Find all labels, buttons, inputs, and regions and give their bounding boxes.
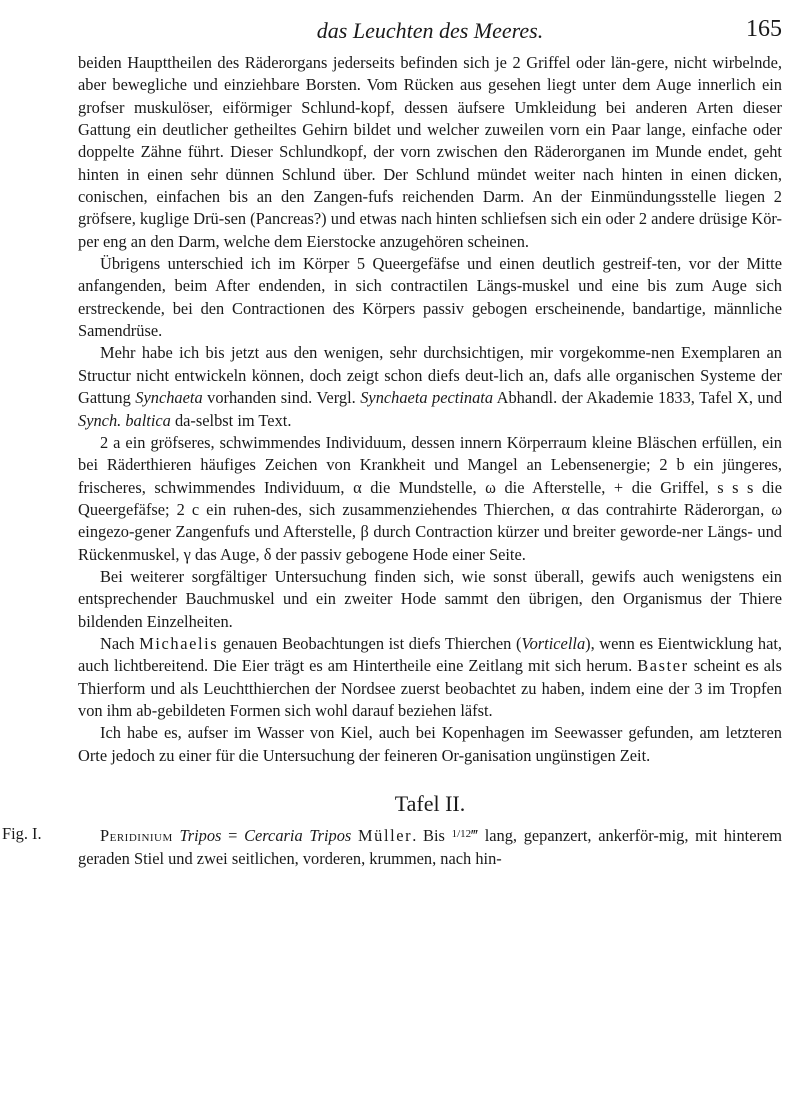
paragraph-vessels: Übrigens unterschied ich im Körper 5 Queergefäfse und einen deutlich gestreif-ten, vor der Mitte anfangenden, beim After endenden, in sich contractilen Längs-muskel und eine bis zum Auge sich erstreckende, bei den Contractionen des Körpers passiv gebogen erscheinende, bandartige, männliche Samendrüse. <box>78 254 782 341</box>
species-name: Synchaeta pectinata <box>360 388 494 408</box>
species-name: Tripos <box>179 826 222 846</box>
body-text <box>2 52 783 870</box>
author-name: Baster <box>637 656 689 676</box>
text-run: vorhanden sind. Vergl. <box>202 388 361 408</box>
genus-name: Vorticella <box>521 633 586 653</box>
text-run: Abhandl. der Akademie 1833, Tafel X, und <box>493 388 783 408</box>
text-run: ), wenn es Eientwicklung hat, auch lichtbereitend. Die Eier trägt es am Hintertheile eine Zeitlang mit sich herum. <box>78 633 782 676</box>
paragraph-structure <box>78 342 782 431</box>
paragraph-anatomy: beiden Haupttheilen des Räderorgans jederseits befinden sich je 2 Griffel oder län-gere, nicht wirbelnde, aber bewegliche und einziehbare Borsten. Vom Rücken aus gesehen liegt unter dem Auge innerlich ein grofser muskulöser, eiförmiger Schlund-kopf, dessen äufsere Umkleidung bei anderen Arten dieser Gattung ein deutlicher getheiltes Gehirn bildet und welcher zuweilen vorn ein Paar lange, einfache oder doppelte Zähne führt. Dieser Schlundkopf, der vorn zwischen den Räderorganen im Munde endet, geht hinten in einen sehr dünnen Schlund über. Der Schlund mündet weiter nach hinten in einen dicken, conischen, einfachen bis an den Zangen-fufs reichenden Darm. An der Einmündungsstelle liegen 2 gröfsere, kuglige Drü-sen (Pancreas?) und etwas nach hinten schliefsen sich ein oder 2 andere drüsige Kör-per eng an den Darm, welche dem Eierstocke anzugehören scheinen. <box>78 53 782 251</box>
paragraph-figure-legend: 2 a ein gröfseres, schwimmendes Individuum, dessen innern Körperraum kleine Bläschen erfüllen, ein bei Räderthieren häufiges Zeichen von Krankheit und Mangel an Lebensenergie; 2 b ein jüngeres, frischeres, schwimmendes Individuum, α die Mundstelle, ω die Afterstelle, + die Griffel, s s s die Queergefäfse; 2 c ein ruhen-des, sich zusammenziehendes Thierchen, α das contrahirte Räderorgan, ω eingezo-gener Zangenfufs und Afterstelle, β durch Contraction kürzer und breiter geworde-ner Längs- und Rückenmuskel, γ das Auge, δ der passiv gebogene Hode einer Seite. <box>78 432 782 564</box>
author-name: Michaelis <box>139 633 219 653</box>
genus-name: Peridinium <box>100 826 173 846</box>
paragraph-michaelis <box>78 633 782 722</box>
size-fraction: 1/12 <box>451 828 472 841</box>
running-head <box>78 14 782 48</box>
genus-name: Synchaeta <box>135 388 203 408</box>
text-run: = <box>221 826 245 846</box>
figure-entry <box>2 823 782 870</box>
paragraph-further-study: Bei weiterer sorgfältiger Untersuchung finden sich, wie sonst überall, gewifs auch wenigstens ein entsprechender Bauchmuskel und ein zweiter Hode sammt den übrigen, den Organismus der Thiere bildenden Einzelheiten. <box>78 566 782 631</box>
section-heading: Tafel II. <box>394 791 466 816</box>
synonym-name: Cercaria Tripos <box>244 826 352 846</box>
running-title: das Leuchten des Meeres. <box>316 18 544 43</box>
species-name: Synch. baltica <box>78 410 171 430</box>
text-run: Mehr habe ich bis jetzt aus den wenigen, sehr durchsichtigen, mir vorgekomme-nen Exemplaren an Structur nicht entwickeln können, doch zeigt schon diefs deut-lich an, dafs alle organischen Systeme der Gattung <box>78 343 782 408</box>
page-number: 165 <box>746 16 782 42</box>
text-run: lang, gepanzert, ankerför-mig, mit hinterem geraden Stiel und zwei seitlichen, vorderen, krummen, nach hin- <box>78 826 782 868</box>
text-run: scheint es als Thierform und als Leuchtthierchen der Nordsee zuerst beobachtet zu haben, indem eine der 3 im Tropfen von ihm ab-gebildeten Formen sich wohl darauf beziehen läfst. <box>78 656 782 720</box>
size-unit: ‴ <box>471 826 478 846</box>
text-run: Nach <box>100 633 140 653</box>
figure-label: Fig. I. <box>2 824 42 844</box>
text-run: . Bis <box>412 826 452 846</box>
text-run: da-selbst im Text. <box>170 410 292 430</box>
paragraph-locations: Ich habe es, aufser im Wasser von Kiel, auch bei Kopenhagen im Seewasser gefunden, am letzteren Orte jedoch zu einer für die Untersuchung der feineren Or-ganisation ungünstigen Zeit. <box>78 723 782 765</box>
text-run: genauen Beobachtungen ist diefs Thierchen ( <box>218 633 522 653</box>
author-name: Müller <box>358 826 413 846</box>
